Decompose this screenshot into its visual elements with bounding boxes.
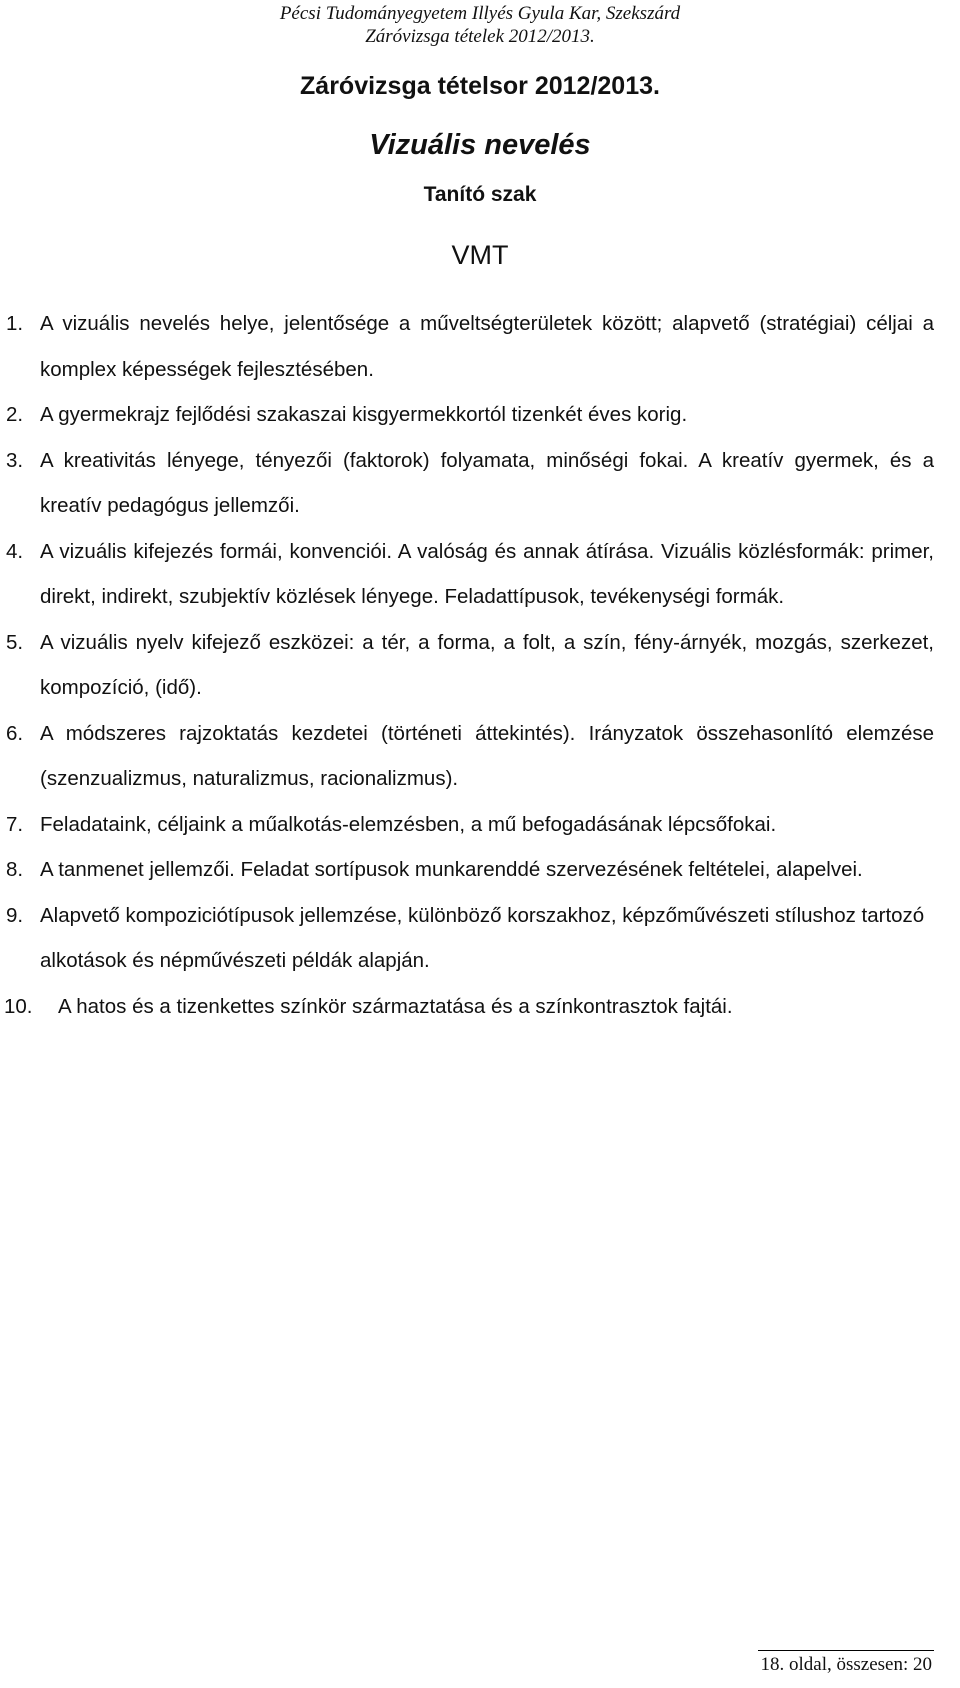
topic-text: A kreativitás lényege, tényezői (faktorok) folyamata, minőségi fokai. A kreatív gyermek, és a kreatív pedagógus jellemzői.: [40, 448, 934, 517]
topic-item: [0, 620, 960, 711]
topic-number: 6.: [6, 721, 24, 745]
topic-item: [0, 711, 960, 802]
topic-text: Alapvető kompoziciótípusok jellemzése, különböző korszakhoz, képzőművészeti stílushoz tartozó alkotások és népművészeti példák alapján.: [40, 903, 925, 972]
topic-item: [0, 847, 960, 893]
topic-item: [0, 893, 960, 984]
topic-number: 4.: [6, 539, 24, 563]
topic-item: [0, 301, 960, 392]
topic-text: A vizuális nevelés helye, jelentősége a műveltségterületek között; alapvető (stratégiai) céljai a komplex képességek fejlesztésében.: [40, 312, 934, 381]
topic-text: A hatos és a tizenkettes színkör származtatása és a színkontrasztok fajtái.: [58, 994, 733, 1018]
topic-number: 2.: [6, 403, 24, 426]
course-code: VMT: [451, 240, 509, 270]
header-subtitle: Záróvizsga tételek 2012/2013.: [365, 26, 595, 47]
topic-number: 3.: [6, 448, 24, 472]
topic-text: A módszeres rajzoktatás kezdetei (történeti áttekintés). Irányzatok összehasonlító elemzése (szenzualizmus, naturalizmus, racionalizmus).: [40, 721, 934, 790]
subject-title: Vizuális nevelés: [369, 129, 591, 161]
program-name: Tanító szak: [423, 183, 537, 206]
topic-list: [0, 301, 960, 1029]
topic-number: 10.: [4, 994, 33, 1018]
topic-text: Feladataink, céljaink a műalkotás-elemzésben, a mű befogadásának lépcsőfokai.: [40, 812, 777, 836]
topic-item: [0, 802, 960, 848]
page-header: [0, 2, 960, 48]
document-title: Záróvizsga tételsor 2012/2013.: [300, 72, 660, 100]
topic-number: 5.: [6, 630, 24, 654]
topic-item: [0, 438, 960, 529]
topic-item: [0, 392, 960, 438]
topic-text: A tanmenet jellemzői. Feladat sortípusok munkarenddé szervezésének feltételei, alapelvei.: [40, 858, 863, 881]
topic-number: 9.: [6, 903, 24, 927]
topic-item: [0, 984, 960, 1030]
topic-text: A vizuális kifejezés formái, konvenciói. A valóság és annak átírása. Vizuális közlésformák: primer, direkt, indirekt, szubjektív közlések lényege. Feladattípusok, tevékenységi formák.: [40, 539, 934, 608]
topic-number: 1.: [6, 312, 24, 335]
header-institution: Pécsi Tudományegyetem Illyés Gyula Kar, Szekszárd: [279, 3, 681, 24]
page-number: 18. oldal, összesen: 20: [760, 1654, 932, 1675]
topic-text: A vizuális nyelv kifejező eszközei: a tér, a forma, a folt, a szín, fény-árnyék, mozgás, szerkezet, kompozíció, (idő).: [40, 630, 934, 699]
topic-number: 7.: [6, 812, 24, 836]
topic-item: [0, 529, 960, 620]
footer-divider: [758, 1650, 934, 1651]
topic-text: A gyermekrajz fejlődési szakaszai kisgyermekkortól tizenkét éves korig.: [40, 403, 688, 426]
topic-number: 8.: [6, 858, 24, 881]
